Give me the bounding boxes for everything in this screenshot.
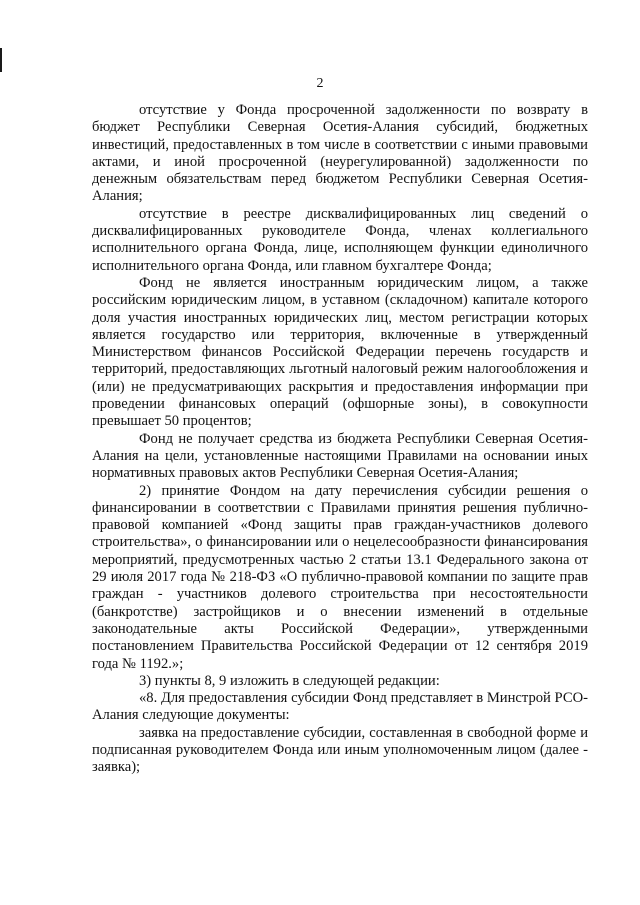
scan-edge-mark — [0, 48, 2, 72]
paragraph-no-other-budget-funds: Фонд не получает средства из бюджета Республики Северная Осетия-Алания на цели, установленные настоящими Правилами на основании иных нормативных правовых актов Республики Северная Осетия-Алания; — [92, 430, 588, 482]
paragraph-application: заявка на предоставление субсидии, составленная в свободной форме и подписанная руководителем Фонда или иным уполномоченным лицом (далее - заявка); — [92, 724, 588, 776]
paragraph-item-8: «8. Для предоставления субсидии Фонд представляет в Минстрой РСО-Алания следующие документы: — [92, 690, 588, 724]
paragraph-no-overdue-debt: отсутствие у Фонда просроченной задолженности по возврату в бюджет Республики Северная Осетия-Алания субсидий, бюджетных инвестиций, предоставленных в том числе в соответствии с иными правовыми актами, и иной просроченной (неурегулированной) задолженности по денежным обязательствам перед бюджетом Республики Северная Осетия-Алания; — [92, 102, 588, 205]
page-number: 2 — [316, 76, 324, 91]
paragraph-not-foreign-entity: Фонд не является иностранным юридическим лицом, а также российским юридическим лицом, в уставном (складочном) капитале которого доля участия иностранных юридических лиц, местом регистрации которых является государство или территория, включенные в утвержденный Министерством финансов Российской Федерации перечень государств и территорий, предоставляющих льготный налоговый режим налогообложения и (или) не предусматривающих раскрытия и предоставления информации при проведении финансовых операций (офшорные зоны), в совокупности превышает 50 процентов; — [92, 274, 588, 430]
document-body — [92, 102, 588, 777]
paragraph-disqualified-persons: отсутствие в реестре дисквалифицированных лиц сведений о дисквалифицированных руководителе Фонда, членах коллегиального исполнительного органа Фонда, лице, исполняющем функции единоличного исполнительного органа Фонда, или главном бухгалтере Фонда; — [92, 205, 588, 274]
paragraph-financing-decision: 2) принятие Фондом на дату перечисления субсидии решения о финансировании в соответствии с Правилами принятия решения публично-правовой компанией «Фонд защиты прав граждан-участников долевого строительства», о финансировании или о нецелесообразности финансирования мероприятий, предусмотренных частью 2 статьи 13.1 Федерального закона от 29 июля 2017 года № 218-ФЗ «О публично-правовой компании по защите прав граждан - участников долевого строительства при несостоятельности (банкротстве) застройщиков и о внесении изменений в отдельные законодательные акты Российской Федерации», утвержденными постановлением Правительства Российской Федерации от 12 сентября 2019 года № 1192.»; — [92, 482, 588, 672]
paragraph-amend-items: 3) пункты 8, 9 изложить в следующей редакции: — [139, 672, 440, 689]
